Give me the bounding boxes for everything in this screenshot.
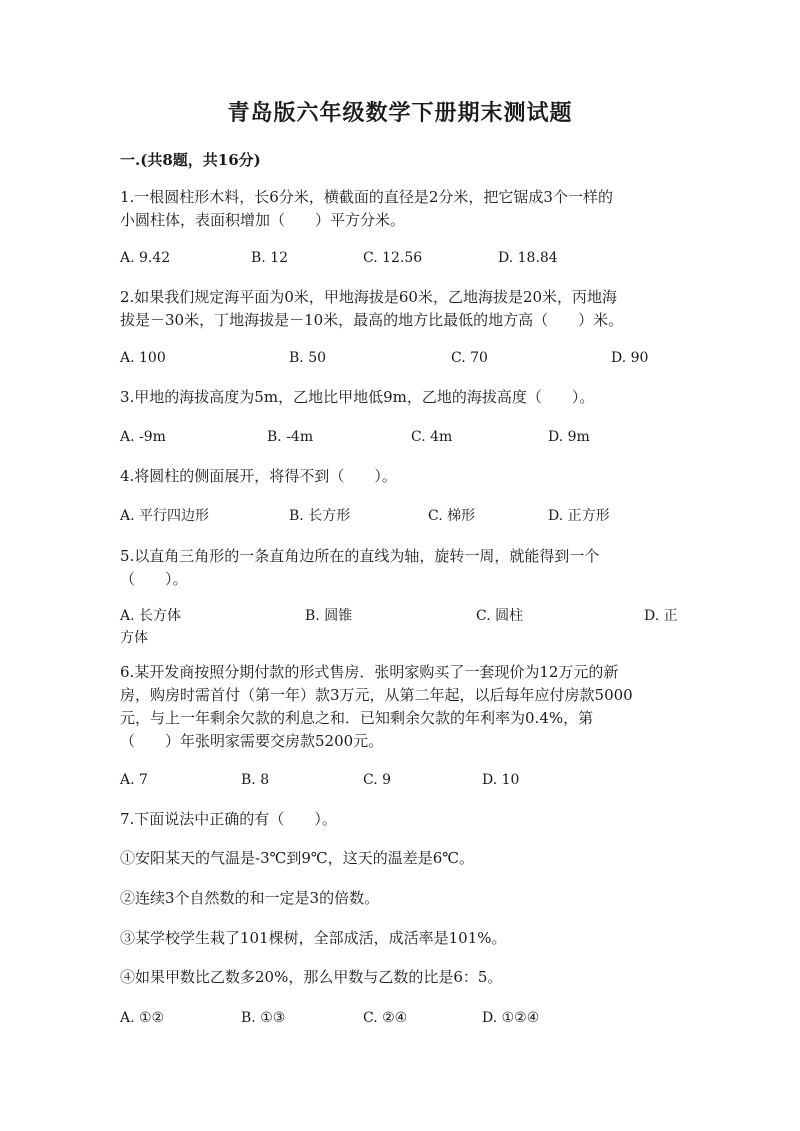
option-c: C. 圆柱 xyxy=(476,608,524,624)
option-b: B. -4m xyxy=(267,429,314,445)
question-2-options xyxy=(120,347,685,370)
option-b: B. ①③ xyxy=(241,1010,286,1026)
page-title: 青岛版六年级数学下册期末测试题 xyxy=(227,100,573,126)
question-3-options xyxy=(120,426,685,449)
question-7-options xyxy=(120,1007,685,1030)
question-6-line-4: （ ）年张明家需要交房款5200元。 xyxy=(120,732,384,750)
option-d-continuation: 方体 xyxy=(120,630,148,646)
question-5-line-2: （ ）。 xyxy=(120,570,188,588)
question-3-line-1: 3.甲地的海拔高度为5m，乙地比甲地低9m，乙地的海拔高度（ ）。 xyxy=(120,388,595,406)
option-d: D. 90 xyxy=(611,350,649,366)
section-heading: 一.(共8题，共16分) xyxy=(120,151,261,169)
question-4-line-1: 4.将圆柱的侧面展开，将得不到（ ）。 xyxy=(120,467,397,485)
question-5-option-wrap xyxy=(120,627,685,650)
question-7 xyxy=(120,808,685,831)
option-a: A. -9m xyxy=(120,429,166,445)
option-b: B. 长方形 xyxy=(289,508,351,524)
question-4-options xyxy=(120,505,685,528)
question-6-options xyxy=(120,769,685,792)
option-b: B. 12 xyxy=(251,250,289,266)
option-c: C. 梯形 xyxy=(428,508,476,524)
question-2-line-1: 2.如果我们规定海平面为0米，甲地海拔是60米，乙地海拔是20米，丙地海 xyxy=(120,288,618,306)
option-a: A. ①② xyxy=(120,1010,165,1026)
option-d: D. 10 xyxy=(482,772,520,788)
option-d: D. ①②④ xyxy=(482,1010,540,1026)
question-7-line-1: 7.下面说法中正确的有（ ）。 xyxy=(120,810,337,828)
statement-3: ③某学校学生栽了101棵树，全部成活，成活率是101%。 xyxy=(120,929,507,947)
option-b: B. 圆锥 xyxy=(305,608,353,624)
option-c: C. 9 xyxy=(363,772,392,788)
question-1-options xyxy=(120,247,685,270)
option-a: A. 9.42 xyxy=(120,250,171,266)
option-c: C. 12.56 xyxy=(363,250,423,266)
question-3 xyxy=(120,386,685,409)
option-d: D. 正方形 xyxy=(548,508,610,524)
option-c: C. 4m xyxy=(411,429,453,445)
question-6-line-1: 6.某开发商按照分期付款的形式售房．张明家购买了一套现价为12万元的新 xyxy=(120,663,619,681)
question-2-line-2: 拔是－30米，丁地海拔是－10米，最高的地方比最低的地方高（ ）米。 xyxy=(120,311,624,329)
question-6-line-3: 元，与上一年剩余欠款的利息之和．已知剩余欠款的年利率为0.4%，第 xyxy=(120,709,594,727)
option-b: B. 8 xyxy=(241,772,270,788)
question-1 xyxy=(120,186,685,232)
option-d: D. 正 xyxy=(644,608,678,624)
option-b: B. 50 xyxy=(289,350,327,366)
option-c: C. ②④ xyxy=(363,1010,408,1026)
question-5-line-1: 5.以直角三角形的一条直角边所在的直线为轴，旋转一周，就能得到一个 xyxy=(120,547,600,565)
option-d: D. 18.84 xyxy=(498,250,558,266)
statement-4: ④如果甲数比乙数多20%，那么甲数与乙数的比是6：5。 xyxy=(120,968,503,986)
option-a: A. 平行四边形 xyxy=(120,508,210,524)
option-d: D. 9m xyxy=(548,429,590,445)
option-a: A. 100 xyxy=(120,350,166,366)
question-4 xyxy=(120,465,685,488)
question-6 xyxy=(120,661,685,753)
statement-1: ①安阳某天的气温是-3℃到9℃，这天的温差是6℃。 xyxy=(120,849,475,867)
question-5-options xyxy=(120,605,685,628)
question-5 xyxy=(120,545,685,591)
question-6-line-2: 房，购房时需首付（第一年）款3万元，从第二年起，以后每年应付房款5000 xyxy=(120,686,633,704)
option-a: A. 7 xyxy=(120,772,148,788)
question-1-line-1: 1.一根圆柱形木料，长6分米，横截面的直径是2分米，把它锯成3个一样的 xyxy=(120,188,613,206)
statement-2: ②连续3个自然数的和一定是3的倍数。 xyxy=(120,889,380,907)
question-2 xyxy=(120,286,685,332)
option-c: C. 70 xyxy=(451,350,488,366)
question-1-line-2: 小圆柱体，表面积增加（ ）平方分米。 xyxy=(120,211,406,229)
option-a: A. 长方体 xyxy=(120,608,182,624)
